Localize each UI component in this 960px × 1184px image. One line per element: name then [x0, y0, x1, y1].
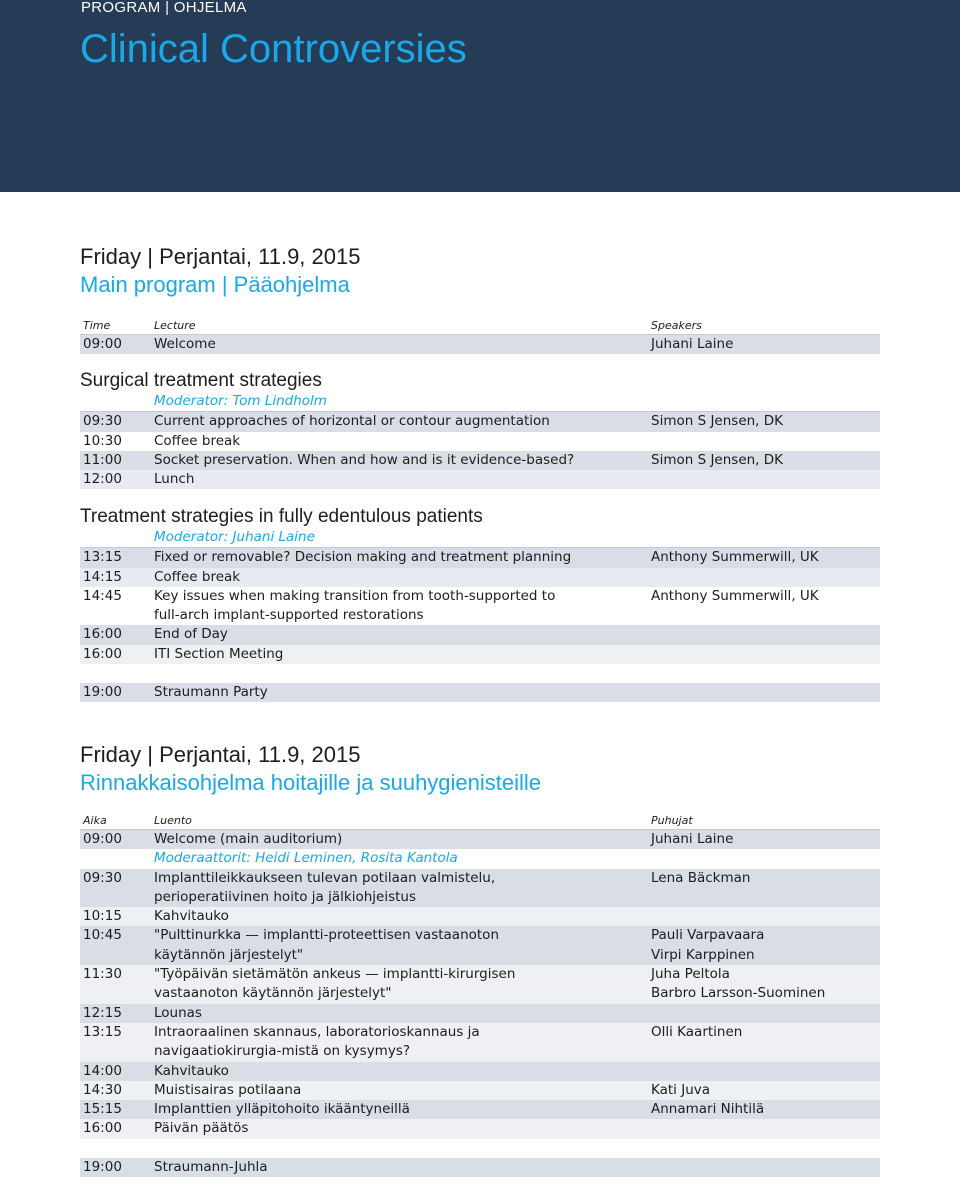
- moderator-row: [80, 392, 880, 411]
- row-lecture: Straumann Party: [154, 684, 268, 701]
- row-speaker: [651, 965, 881, 1004]
- row-time: 19:00: [83, 1158, 122, 1175]
- row-lecture: [154, 1119, 644, 1138]
- row-time: 11:30: [83, 966, 122, 983]
- col-time: Aika: [83, 814, 107, 827]
- row-speaker: [651, 926, 881, 965]
- main-program-heading: Main program | Pääohjelma: [80, 272, 350, 297]
- table-row: [80, 568, 880, 587]
- row-lecture: [154, 1081, 644, 1100]
- row-speaker-line: Barbro Larsson-Suominen: [651, 985, 826, 1002]
- row-time: 09:30: [83, 413, 122, 430]
- row-time: 12:15: [83, 1004, 122, 1021]
- parallel-program-heading: Rinnakkaisohjelma hoitajille ja suuhygienisteille: [80, 770, 542, 795]
- surgical-block: [80, 370, 880, 489]
- row-lecture: [154, 1100, 644, 1119]
- row-lecture-line: Päivän päätös: [154, 1120, 249, 1137]
- col-speakers: Puhujat: [651, 814, 693, 827]
- table-row: [80, 926, 880, 965]
- row-time: 11:00: [83, 451, 122, 468]
- table-row: [80, 587, 880, 626]
- row-time: 10:45: [83, 927, 122, 944]
- row-lecture: End of Day: [154, 626, 228, 643]
- row-lecture-line: Lounas: [154, 1004, 202, 1021]
- row-lecture-line: vastaanoton käytännön järjestelyt": [154, 985, 392, 1002]
- row-time: 16:00: [83, 645, 122, 662]
- row-lecture: [154, 907, 644, 926]
- row-speaker-line: Juha Peltola: [651, 966, 730, 983]
- table-row: [80, 965, 880, 1004]
- row-lecture: Welcome: [154, 336, 216, 352]
- row-lecture: Fixed or removable? Decision making and treatment planning: [154, 549, 572, 566]
- row-time: 16:00: [83, 1120, 122, 1137]
- parallel-column-headers: [80, 811, 880, 829]
- main-column-headers: [80, 316, 880, 334]
- edentulous-title: Treatment strategies in fully edentulous patients: [80, 506, 483, 527]
- surgical-title: Surgical treatment strategies: [80, 370, 322, 391]
- parallel-rows: [80, 869, 880, 1139]
- row-time: 09:00: [83, 336, 122, 352]
- row-lecture: Coffee break: [154, 432, 241, 449]
- table-row: [80, 1081, 880, 1100]
- table-row: [80, 1023, 880, 1062]
- row-lecture: [154, 1023, 644, 1062]
- row-time: 14:45: [83, 587, 122, 604]
- row-lecture: [154, 965, 644, 1004]
- row-lecture: ITI Section Meeting: [154, 645, 284, 662]
- edentulous-moderator: Moderator: Juhani Laine: [154, 529, 315, 545]
- row-lecture-line: full-arch implant-supported restorations: [154, 607, 424, 624]
- spacer: [80, 664, 880, 683]
- row-lecture: Current approaches of horizontal or contour augmentation: [154, 413, 550, 430]
- table-row: [80, 1004, 880, 1023]
- moderator-row: [80, 528, 880, 547]
- table-row: [80, 470, 880, 489]
- row-lecture: Socket preservation. When and how and is it evidence-based?: [154, 451, 575, 468]
- row-speaker-line: Annamari Nihtilä: [651, 1101, 765, 1118]
- row-speaker: Anthony Summerwill, UK: [651, 549, 819, 566]
- col-lecture: Luento: [154, 814, 192, 827]
- program-eyebrow: PROGRAM | OHJELMA: [81, 0, 247, 16]
- surgical-moderator: Moderator: Tom Lindholm: [154, 393, 327, 409]
- table-row: [80, 1119, 880, 1138]
- main-program-section: [80, 243, 880, 299]
- spacer: [80, 1139, 880, 1158]
- row-time: 10:15: [83, 908, 122, 925]
- row-lecture-line: Kahvitauko: [154, 1062, 229, 1079]
- row-speaker: [651, 1100, 881, 1119]
- page-header: [0, 0, 960, 192]
- row-time: 19:00: [83, 684, 122, 701]
- table-row: [80, 869, 880, 908]
- row-speaker-line: Pauli Varpavaara: [651, 927, 765, 944]
- row-lecture-line: Implanttileikkaukseen tulevan potilaan valmistelu,: [154, 869, 496, 886]
- row-lecture-line: Key issues when making transition from tooth-supported to: [154, 587, 556, 604]
- table-row: [80, 1062, 880, 1081]
- table-row: [80, 411, 880, 431]
- row-lecture: Coffee break: [154, 568, 241, 585]
- row-time: 10:30: [83, 432, 122, 449]
- main-day-heading: Friday | Perjantai, 11.9, 2015: [80, 244, 361, 269]
- row-lecture: [154, 926, 644, 965]
- row-lecture-line: Intraoraalinen skannaus, laboratorioskannaus ja: [154, 1023, 480, 1040]
- moderator-row: [80, 849, 880, 868]
- table-row: [80, 683, 880, 702]
- row-lecture-line: navigaatiokirurgia-mistä on kysymys?: [154, 1043, 411, 1060]
- table-row: [80, 451, 880, 470]
- row-lecture-line: Implanttien ylläpitohoito ikääntyneillä: [154, 1101, 410, 1118]
- parallel-table: [80, 811, 880, 1177]
- edentulous-block: [80, 506, 880, 702]
- row-lecture: Lunch: [154, 471, 195, 488]
- row-speaker: Simon S Jensen, DK: [651, 413, 784, 430]
- table-row: [80, 907, 880, 926]
- row-lecture-line: Kahvitauko: [154, 908, 229, 925]
- table-row: [80, 547, 880, 567]
- parallel-program-section: [80, 741, 880, 797]
- parallel-moderator: Moderaattorit: Heidi Leminen, Rosita Kantola: [154, 850, 458, 867]
- parallel-day-heading: Friday | Perjantai, 11.9, 2015: [80, 742, 361, 767]
- row-speaker: [651, 869, 881, 888]
- row-lecture-line: Muistisairas potilaana: [154, 1081, 302, 1098]
- row-time: 12:00: [83, 471, 122, 488]
- col-lecture: Lecture: [154, 319, 196, 332]
- row-lecture-line: "Työpäivän sietämätön ankeus — implantti-kirurgisen: [154, 966, 516, 983]
- row-time: 14:00: [83, 1062, 122, 1079]
- table-row: [80, 432, 880, 451]
- row-time: 14:15: [83, 568, 122, 585]
- col-speakers: Speakers: [651, 319, 702, 332]
- table-row: [80, 334, 880, 354]
- table-row: [80, 1158, 880, 1177]
- row-speaker: [651, 1081, 881, 1100]
- row-lecture: Straumann-Juhla: [154, 1158, 268, 1175]
- row-lecture-line: perioperatiivinen hoito ja jälkiohjeistus: [154, 888, 416, 905]
- table-row: [80, 829, 880, 849]
- col-time: Time: [83, 319, 111, 332]
- row-time: 15:15: [83, 1101, 122, 1118]
- row-time: 13:15: [83, 549, 122, 566]
- row-speaker-line: Virpi Karppinen: [651, 946, 755, 963]
- row-speaker: Simon S Jensen, DK: [651, 451, 784, 468]
- table-row: [80, 645, 880, 664]
- table-row: [80, 625, 880, 644]
- row-lecture: Welcome (main auditorium): [154, 831, 343, 847]
- row-lecture: [154, 587, 644, 626]
- row-speaker: Juhani Laine: [651, 831, 734, 847]
- row-time: 13:15: [83, 1023, 122, 1040]
- row-lecture-line: "Pulttinurkka — implantti-proteettisen vastaanoton: [154, 927, 500, 944]
- main-table: [80, 316, 880, 354]
- page-title: Clinical Controversies: [80, 27, 467, 71]
- row-time: 09:30: [83, 869, 122, 886]
- row-time: 16:00: [83, 626, 122, 643]
- row-speaker: Anthony Summerwill, UK: [651, 587, 819, 604]
- row-time: 09:00: [83, 831, 122, 847]
- row-speaker-line: Kati Juva: [651, 1081, 711, 1098]
- row-lecture-line: käytännön järjestelyt": [154, 946, 304, 963]
- table-row: [80, 1100, 880, 1119]
- row-lecture: [154, 869, 644, 908]
- row-speaker-line: Lena Bäckman: [651, 869, 751, 886]
- row-speaker: Juhani Laine: [651, 336, 734, 352]
- row-lecture: [154, 1062, 644, 1081]
- row-lecture: [154, 1004, 644, 1023]
- row-speaker: [651, 1023, 881, 1042]
- row-speaker-line: Olli Kaartinen: [651, 1023, 743, 1040]
- row-time: 14:30: [83, 1081, 122, 1098]
